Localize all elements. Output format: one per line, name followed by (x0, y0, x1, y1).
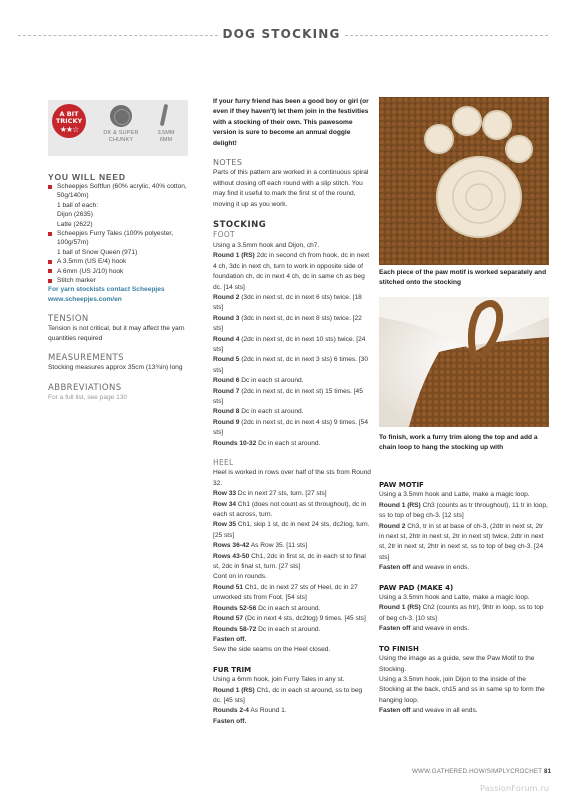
heel-rows-36-42: Rows 36-42 As Row 35. [11 sts] (213, 542, 308, 550)
pad-round-1: Round 1 (RS) Ch2 (counts as htr), 9htr in loop, ss to top of beg ch-3. [10 sts] (379, 604, 544, 622)
notes-heading: NOTES (213, 158, 243, 168)
difficulty-line1: A BIT (59, 110, 79, 118)
materials-item-marker: Stitch marker (48, 276, 196, 285)
heel-row-33: Row 33 Dc in next 27 sts, turn. [27 sts] (213, 490, 327, 498)
measurements-text: Stocking measures approx 35cm (13¾in) long (48, 364, 183, 372)
heel-cont: Cont on in rounds. (213, 573, 267, 581)
foot-round-4: Round 4 (2dc in next st, dc in next 10 sts) twice. [24 sts] (213, 335, 366, 353)
finish-step-1: Using the image as a guide, sew the Paw Motif to the Stocking. (379, 655, 535, 673)
materials-list (48, 182, 196, 304)
foot-intro: Using a 3.5mm hook and Dijon, ch7. (213, 241, 320, 249)
stocking-heading: STOCKING (213, 220, 267, 231)
yarn2-colour: 1 ball of Snow Queen (971) (57, 248, 138, 256)
abbreviations-text: For a full list, see page 130 (48, 393, 128, 401)
fur-round-1: Round 1 (RS) Ch1, dc in each st around, ss to beg dc. [45 sts] (213, 686, 363, 704)
header-rule-left (18, 35, 218, 36)
fur-intro: Using a 6mm hook, join Furry Tales in any st. (213, 676, 345, 684)
yarn1-each: 1 ball of each: (57, 201, 99, 209)
intro-text: If your furry friend has been a good boy or girl (or even if they haven't) let them join in the festivities with a stocking of their own. This pawesome version is sure to become an annual doggie delight! (213, 98, 369, 147)
difficulty-stars: ★★☆ (59, 125, 79, 134)
round-51: Round 51 Ch1, dc in next 27 sts of Heel, dc in 27 unworked sts from Foot. [54 sts] (213, 583, 358, 602)
abbreviations-heading: ABBREVIATIONS (48, 382, 122, 393)
pad-fasten-off: Fasten off and weave in ends. (379, 625, 470, 633)
you-will-need-heading: YOU WILL NEED (48, 172, 126, 182)
foot-heading: FOOT (213, 230, 235, 240)
rounds-58-72: Rounds 58-72 Dc in each st around. (213, 625, 321, 633)
fasten-off-1: Fasten off. (213, 635, 247, 643)
header-rule-right (345, 35, 548, 36)
watermark: PassionForum.ru (480, 784, 550, 793)
fur-rounds-2-4: Rounds 2-4 As Round 1. (213, 707, 287, 715)
finishing-column (379, 480, 549, 717)
fur-trim-heading: FUR TRIM (213, 665, 252, 674)
fasten-off-2: Fasten off. (213, 717, 247, 725)
yarn1-colour-dijon: Dijon (2635) (57, 211, 93, 219)
finish-step-2: Using a 3.5mm hook, join Dijon to the inside of the Stocking at the back, ch15 and ss in same sp to form the hanging loop. (379, 675, 545, 704)
yarn-weight-line2: CHUNKY (108, 136, 134, 143)
foot-round-2: Round 2 (3dc in next st, dc in next 6 sts) twice. [18 sts] (213, 293, 362, 312)
heel-row-34: Row 34 Ch1 (does not count as st throughout), dc in each st across, turn. (213, 500, 367, 519)
to-finish-heading: TO FINISH (379, 644, 419, 653)
fur-photo-caption: To finish, work a furry trim along the top and add a chain loop to hang the stocking up with (379, 434, 538, 452)
fur-trim-photo (379, 297, 549, 427)
hook-size-line1: 3.5MM (157, 130, 175, 136)
page-header (0, 26, 566, 46)
yarn-weight-line1: DK & SUPER (103, 130, 139, 136)
paw-round-1: Round 1 (RS) Ch3 (counts as tr throughout), 11 tr in loop, ss to top of beg ch-3. [12 sts] (379, 501, 548, 520)
page-title: DOG STOCKING (222, 27, 341, 41)
foot-rounds-10-32: Rounds 10-32 Dc in each st around. (213, 439, 321, 447)
foot-round-7: Round 7 (2dc in next st, dc in next st) 15 times. [45 sts] (213, 387, 363, 405)
round-57: Round 57 (Dc in next 4 sts, dc2tog) 9 times. [45 sts] (213, 615, 366, 623)
yarn-weight-label (96, 130, 146, 143)
stockists-text: For yarn stockists contact Scheepjes (48, 286, 165, 294)
pattern-info-box (48, 100, 188, 156)
rounds-52-56: Rounds 52-56 Dc in each st around. (213, 604, 321, 612)
crochet-hook-icon (160, 104, 168, 126)
paw-intro: Using a 3.5mm hook and Latte, make a magic loop. (379, 491, 530, 499)
paw-motif-heading: PAW MOTIF (379, 481, 424, 489)
sew-seams: Sew the side seams on the Heel closed. (213, 646, 331, 654)
measurements-heading: MEASUREMENTS (48, 353, 124, 364)
foot-round-5: Round 5 (2dc in next st, dc in next 3 sts) 6 times. [30 sts] (213, 356, 369, 374)
paw-motif-illustration (379, 97, 549, 265)
pad-intro: Using a 3.5mm hook and Latte, make a magic loop. (379, 594, 530, 602)
notes-text: Parts of this pattern are worked in a continuous spiral without closing off each round with a slip stitch. You may find it useful to mark the first st of the round, moving it up as you work. (213, 169, 369, 208)
footer (412, 768, 551, 775)
finish-fasten-off: Fasten off and weave in all ends. (379, 707, 478, 715)
materials-item-yarn1: Scheepjes Softfun (60% acrylic, 40% cotton, 50g/140m) (48, 182, 196, 201)
foot-round-6: Round 6 Dc in each st around. (213, 377, 304, 385)
materials-item-hook1: A 3.5mm (US E/4) hook (48, 257, 196, 266)
heel-heading: HEEL (213, 458, 234, 467)
hook-size-line2: 6MM (159, 136, 173, 143)
paw-motif-photo (379, 97, 549, 265)
foot-round-1: Round 1 (RS) 2dc in second ch from hook, dc in next 4 ch, 3dc in next ch, turn to work in opposite side of foundation ch, dc in next 4 ch, dc in same ch as beg dc. [14 sts] (213, 252, 370, 291)
materials-item-yarn2: Scheepjes Furry Tales (100% polyester, 100g/57m) (48, 229, 196, 248)
yarn-ball-icon (110, 105, 132, 127)
tension-heading: TENSION (48, 314, 89, 325)
yarn1-colour-latte: Latte (2622) (57, 220, 93, 228)
foot-round-3: Round 3 (3dc in next st, dc in next 8 sts) twice. [22 sts] (213, 314, 362, 333)
heel-row-35: Row 35 Ch1, skip 1 st, dc in next 24 sts, dc2tog, turn. [25 sts] (213, 521, 370, 539)
paw-photo-caption: Each piece of the paw motif is worked separately and stitched onto the stocking (379, 269, 547, 287)
paw-round-2: Round 2 Ch3, tr in st at base of ch-3, (2dtr in next st, 2tr in next st, 2htr in next st, 2tr in next st) twice, 2dtr in next st, 2tr in next st, 2htr in next st, ss to top of beg ch-3. [24 sts] (379, 522, 544, 561)
pattern-column (213, 97, 371, 727)
paw-fasten-off: Fasten off and weave in ends. (379, 564, 470, 572)
paw-pad-heading: PAW PAD (MAKE 4) (379, 583, 454, 592)
difficulty-badge (52, 104, 86, 138)
footer-url[interactable]: WWW.GATHERED.HOW/SIMPLYCROCHET (412, 768, 543, 775)
foot-round-9: Round 9 (2dc in next st, dc in next 4 sts) 9 times. [54 sts] (213, 418, 369, 437)
fur-trim-illustration (379, 297, 549, 427)
materials-column (48, 100, 196, 402)
foot-round-8: Round 8 Dc in each st around. (213, 408, 304, 416)
heel-intro: Heel is worked in rows over half of the sts from Round 32. (213, 469, 371, 487)
difficulty-line2: TRICKY (55, 117, 83, 125)
materials-item-hook2: A 6mm (US J/10) hook (48, 267, 196, 276)
heel-rows-43-50: Rows 43-50 Ch1, 2dc in first st, dc in each st to final st, 2dc in final st, turn. [27 sts] (213, 552, 366, 571)
page-number: 81 (544, 768, 552, 775)
stockists-link[interactable]: www.scheepjes.com/en (48, 295, 122, 303)
tension-text: Tension is not critical, but it may affect the yarn quantities required (48, 325, 185, 342)
hook-size-label (151, 130, 181, 143)
